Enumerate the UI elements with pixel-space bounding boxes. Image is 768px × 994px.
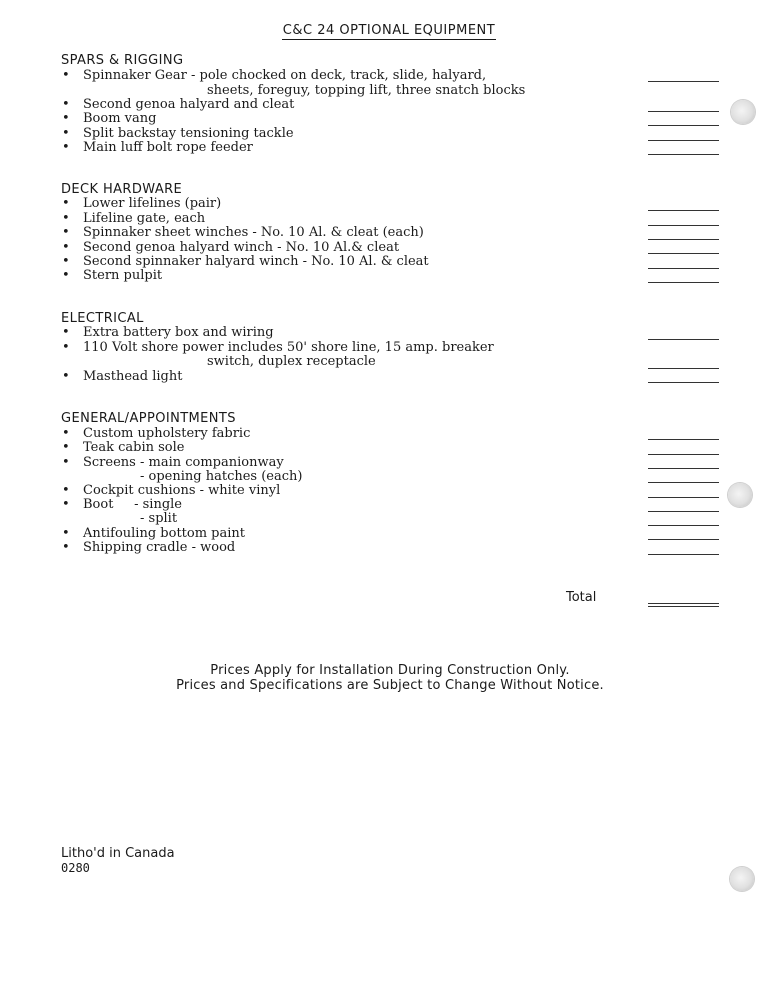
bullet: • bbox=[62, 97, 70, 112]
price-line bbox=[648, 154, 719, 155]
price-line bbox=[648, 140, 719, 141]
price-line bbox=[648, 497, 719, 498]
bullet: • bbox=[62, 254, 70, 269]
punch-hole-icon bbox=[728, 483, 752, 507]
page-title-wrap bbox=[0, 23, 768, 40]
price-line bbox=[648, 81, 719, 82]
list-item: • Spinnaker Gear - pole chocked on deck, track, slide, halyard, bbox=[62, 68, 487, 83]
bullet: • bbox=[62, 369, 70, 384]
document-code: 0280 bbox=[61, 861, 90, 875]
total-line bbox=[648, 603, 719, 607]
bullet: • bbox=[62, 440, 70, 455]
list-item: • Antifouling bottom paint bbox=[62, 526, 246, 541]
price-line bbox=[648, 382, 719, 383]
bullet: • bbox=[62, 211, 70, 226]
section-heading-general-appointments: GENERAL/APPOINTMENTS bbox=[61, 411, 236, 426]
price-line bbox=[648, 468, 719, 469]
bullet: • bbox=[62, 497, 70, 512]
price-line bbox=[648, 282, 719, 283]
bullet: • bbox=[62, 526, 70, 541]
price-line bbox=[648, 268, 719, 269]
list-item: • Spinnaker sheet winches - No. 10 Al. & cleat (each) bbox=[62, 225, 424, 240]
notice-line-1: Prices Apply for Installation During Construction Only. bbox=[210, 663, 570, 678]
section-heading-electrical: ELECTRICAL bbox=[61, 311, 144, 326]
bullet: • bbox=[62, 240, 70, 255]
page-title: C&C 24 OPTIONAL EQUIPMENT bbox=[282, 23, 496, 38]
list-item-continuation: - split bbox=[140, 511, 178, 526]
bullet: • bbox=[62, 268, 70, 283]
bullet: • bbox=[62, 140, 70, 155]
list-item: • Cockpit cushions - white vinyl bbox=[62, 483, 281, 498]
list-item: • Lifeline gate, each bbox=[62, 211, 206, 226]
bullet: • bbox=[62, 68, 70, 83]
bullet: • bbox=[62, 325, 70, 340]
price-line bbox=[648, 525, 719, 526]
punch-hole-icon bbox=[730, 867, 754, 891]
list-item: • Main luff bolt rope feeder bbox=[62, 140, 253, 155]
price-line bbox=[648, 210, 719, 211]
price-line bbox=[648, 539, 719, 540]
list-item: • Second genoa halyard winch - No. 10 Al.& cleat bbox=[62, 240, 400, 255]
price-line bbox=[648, 125, 719, 126]
price-line bbox=[648, 253, 719, 254]
notice-line-2: Prices and Specifications are Subject to Change Without Notice. bbox=[176, 678, 604, 693]
litho-note: Litho'd in Canada bbox=[61, 846, 175, 861]
bullet: • bbox=[62, 225, 70, 240]
total-label: Total bbox=[566, 590, 597, 605]
price-line bbox=[648, 482, 719, 483]
price-line bbox=[648, 554, 719, 555]
list-item: • Shipping cradle - wood bbox=[62, 540, 236, 555]
list-item-continuation: - opening hatches (each) bbox=[140, 469, 303, 484]
list-item: • Stern pulpit bbox=[62, 268, 163, 283]
list-item: • Boom vang bbox=[62, 111, 157, 126]
section-heading-spars-rigging: SPARS & RIGGING bbox=[61, 53, 184, 68]
list-item: • Extra battery box and wiring bbox=[62, 325, 274, 340]
bullet: • bbox=[62, 196, 70, 211]
bullet: • bbox=[62, 483, 70, 498]
list-item: • Screens - main companionway bbox=[62, 455, 284, 470]
bullet: • bbox=[62, 126, 70, 141]
price-line bbox=[648, 368, 719, 369]
bullet: • bbox=[62, 455, 70, 470]
bullet: • bbox=[62, 111, 70, 126]
bullet: • bbox=[62, 540, 70, 555]
price-line bbox=[648, 111, 719, 112]
list-item: • Custom upholstery fabric bbox=[62, 426, 251, 441]
list-item-continuation: sheets, foreguy, topping lift, three snatch blocks bbox=[207, 83, 526, 98]
list-item: • Second spinnaker halyard winch - No. 10 Al. & cleat bbox=[62, 254, 429, 269]
bullet: • bbox=[62, 340, 70, 355]
list-item: • Second genoa halyard and cleat bbox=[62, 97, 295, 112]
price-line bbox=[648, 454, 719, 455]
bullet: • bbox=[62, 426, 70, 441]
price-line bbox=[648, 511, 719, 512]
list-item: • Teak cabin sole bbox=[62, 440, 185, 455]
list-item: • 110 Volt shore power includes 50' shore line, 15 amp. breaker bbox=[62, 340, 494, 355]
list-item: • Masthead light bbox=[62, 369, 183, 384]
section-heading-deck-hardware: DECK HARDWARE bbox=[61, 182, 183, 197]
list-item: • Boot - single bbox=[62, 497, 182, 512]
price-line bbox=[648, 239, 719, 240]
price-line bbox=[648, 225, 719, 226]
list-item-continuation: switch, duplex receptacle bbox=[207, 354, 376, 369]
punch-hole-icon bbox=[731, 100, 755, 124]
list-item: • Lower lifelines (pair) bbox=[62, 196, 222, 211]
list-item: • Split backstay tensioning tackle bbox=[62, 126, 294, 141]
price-line bbox=[648, 339, 719, 340]
price-line bbox=[648, 439, 719, 440]
